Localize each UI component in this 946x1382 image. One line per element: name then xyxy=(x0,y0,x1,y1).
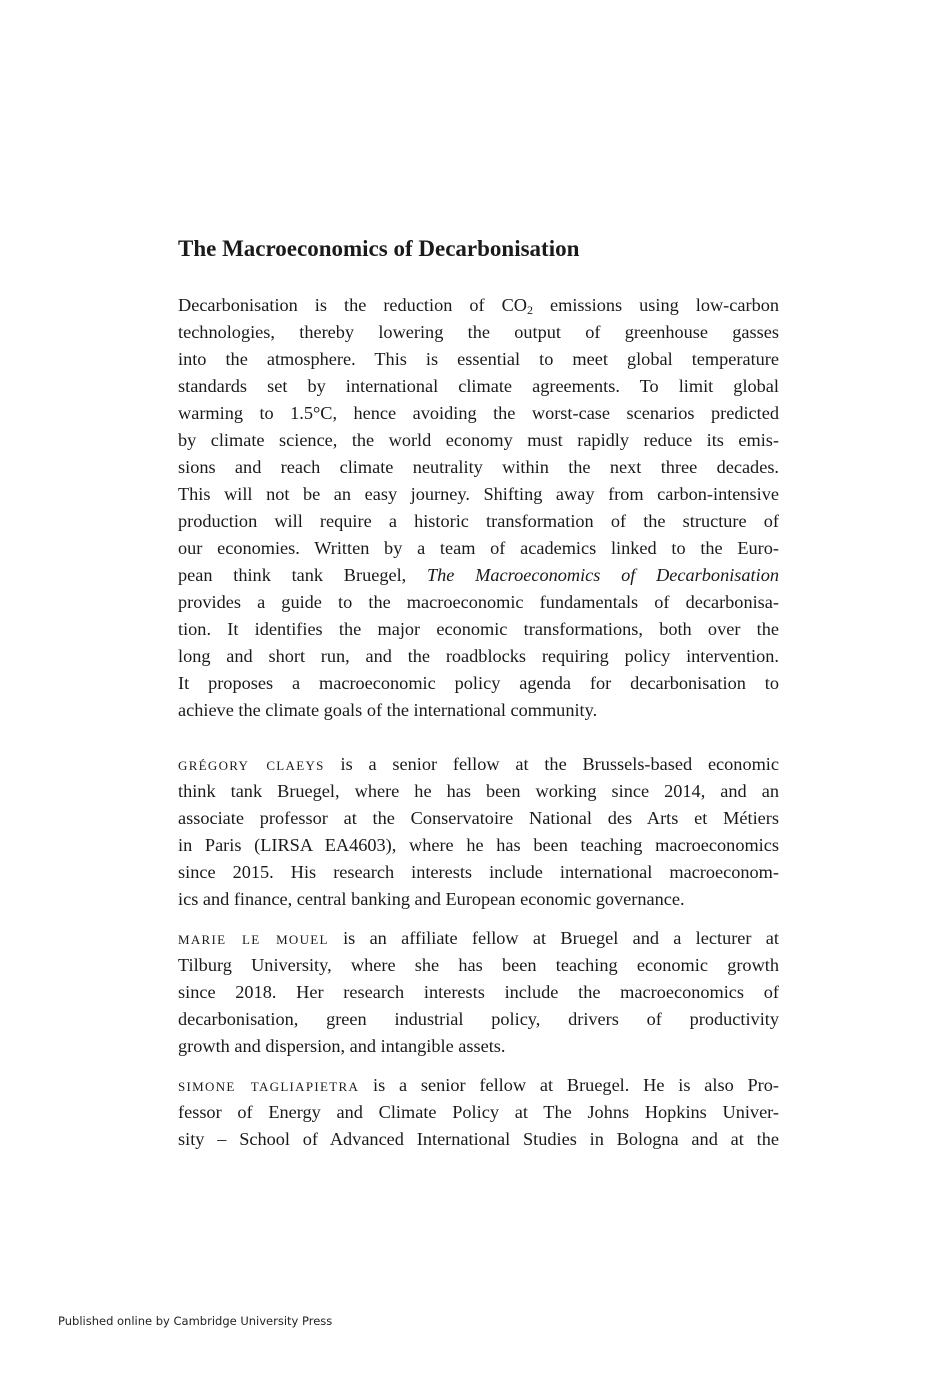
co2-subscript: 2 xyxy=(527,303,533,317)
author-bio-line: fessor of Energy and Climate Policy at The Johns Hopkins Univer- xyxy=(178,1102,779,1122)
author-bio-line: Tilburg University, where she has been teaching economic growth xyxy=(178,955,779,975)
author-bio-line: growth and dispersion, and intangible assets. xyxy=(178,1036,506,1056)
description-line: technologies, thereby lowering the output of greenhouse gasses xyxy=(178,322,779,342)
author-name: simone tagliapietra xyxy=(178,1075,360,1095)
author-bio-line: since 2018. Her research interests include the macroeconomics of xyxy=(178,982,779,1002)
author-name: grégory claeys xyxy=(178,754,325,774)
description-line: It proposes a macroeconomic policy agenda for decarbonisation to xyxy=(178,673,779,693)
author-bio-line: sity – School of Advanced International Studies in Bologna and at the xyxy=(178,1129,779,1149)
author-name: marie le mouel xyxy=(178,928,329,948)
description-line: achieve the climate goals of the international community. xyxy=(178,700,598,720)
author-bio-line: in Paris (LIRSA EA4603), where he has been teaching macroeconomics xyxy=(178,835,779,855)
description-line: standards set by international climate agreements. To limit global xyxy=(178,376,779,396)
author-bio-line: ics and finance, central banking and European economic governance. xyxy=(178,889,685,909)
description-line: by climate science, the world economy must rapidly reduce its emis- xyxy=(178,430,779,450)
description-line: tion. It identifies the major economic transformations, both over the xyxy=(178,619,779,639)
author-bio-line: grégory claeys is a senior fellow at the Brussels-based economic xyxy=(178,754,780,774)
author-bio-le-mouel xyxy=(178,925,779,1060)
book-title-italic: The Macroeconomics of Decarbonisation xyxy=(427,565,779,585)
author-bio-line: marie le mouel is an affiliate fellow at Bruegel and a lecturer at xyxy=(178,928,779,948)
description-line: long and short run, and the roadblocks requiring policy intervention. xyxy=(178,646,779,666)
author-bio-line: think tank Bruegel, where he has been working since 2014, and an xyxy=(178,781,779,801)
author-bio-line: decarbonisation, green industrial policy, drivers of productivity xyxy=(178,1009,779,1029)
book-description xyxy=(178,292,779,724)
description-line: production will require a historic transformation of the structure of xyxy=(178,511,779,531)
author-bio-line: associate professor at the Conservatoire National des Arts et Métiers xyxy=(178,808,779,828)
description-line: provides a guide to the macroeconomic fundamentals of decarbonisa- xyxy=(178,592,779,612)
author-bio-claeys xyxy=(178,751,779,913)
description-line: into the atmosphere. This is essential to meet global temperature xyxy=(178,349,779,369)
page-title: The Macroeconomics of Decarbonisation xyxy=(178,236,580,261)
description-line: pean think tank Bruegel, The Macroeconomics of Decarbonisation xyxy=(178,565,779,585)
description-line: Decarbonisation is the reduction of $CO_2$ emissions using low-carbon xyxy=(178,295,779,317)
description-line: warming to 1.5°C, hence avoiding the worst-case scenarios predicted xyxy=(178,403,779,423)
description-line: our economies. Written by a team of academics linked to the Euro- xyxy=(178,538,779,558)
description-line: sions and reach climate neutrality within the next three decades. xyxy=(178,457,779,477)
author-bio-line: simone tagliapietra is a senior fellow at Bruegel. He is also Pro- xyxy=(178,1075,779,1095)
publisher-footer: Published online by Cambridge University Press xyxy=(58,1314,333,1328)
description-line: This will not be an easy journey. Shifting away from carbon-intensive xyxy=(178,484,779,504)
author-bio-line: since 2015. His research interests include international macroeconom- xyxy=(178,862,779,882)
author-bio-tagliapietra xyxy=(178,1072,779,1153)
